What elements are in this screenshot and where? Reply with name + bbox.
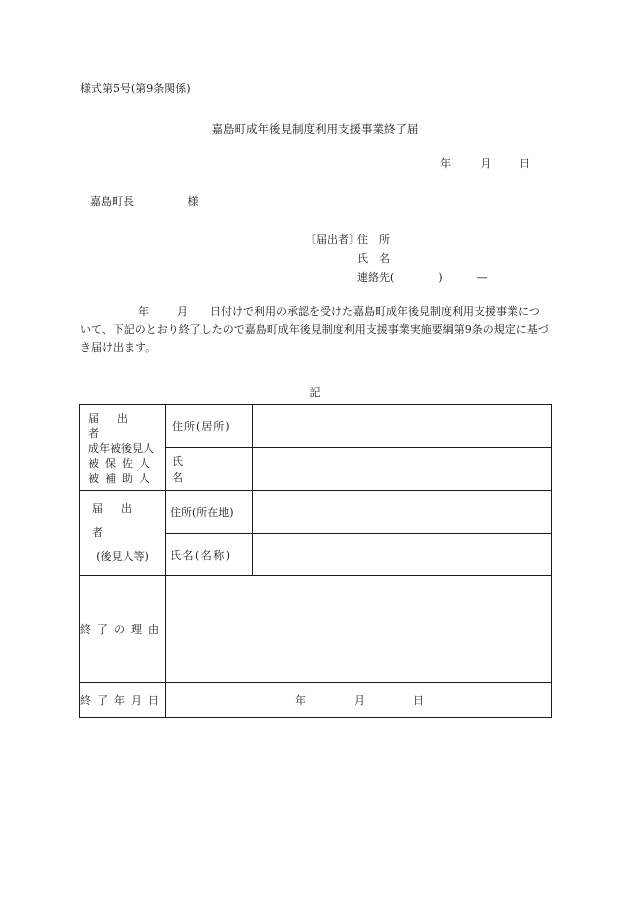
addressee-name: 嘉島町長 [90, 195, 134, 208]
end-date-field[interactable] [166, 683, 551, 717]
guardian-name-field[interactable] [253, 534, 551, 575]
ward-name-field[interactable] [253, 448, 551, 490]
reason-label: 終了の理由 [80, 623, 165, 636]
ki-heading: 記 [309, 386, 321, 399]
guardian-address-field[interactable] [253, 491, 551, 533]
body-text: 日付けで利用の承認を受けた嘉島町成年後見制度利用支援事業について、下記のとおり終了したので嘉島町成年後見制度利用支援事業実施要綱第9条の規定に基づき届け出ます。 [80, 305, 549, 354]
document-title: 嘉島町成年後見制度利用支援事業終了届 [211, 122, 419, 136]
date-day: 日 [519, 157, 530, 170]
applicant-contact-label: 連絡先( [357, 271, 395, 284]
guardian-address-label: 住所(所在地) [170, 506, 234, 519]
reason-field[interactable] [166, 576, 551, 682]
guardian-label [80, 491, 165, 575]
ward-label-line: 成年被後見人 [88, 442, 154, 455]
end-date-day: 日 [413, 694, 424, 707]
ward-name-label: 氏名 [172, 455, 221, 484]
ward-address-label: 住所(居所) [172, 420, 231, 433]
guardian-label-line: (後見人等) [96, 550, 149, 563]
addressee-honorific: 様 [187, 195, 199, 208]
guardian-name-label: 氏名(名称) [170, 548, 232, 562]
end-date-year: 年 [295, 694, 306, 707]
applicant-contact-dash: — [476, 271, 488, 284]
applicant-block [305, 230, 488, 287]
end-date-month: 月 [354, 694, 365, 707]
date-year: 年 [440, 157, 451, 170]
end-date-label: 終了年月日 [80, 694, 165, 707]
body-paragraph [80, 303, 550, 357]
applicant-label: 〔届出者〕 [305, 233, 360, 246]
applicant-contact-close: ) [438, 271, 443, 284]
ward-label-line: 届出者 [88, 412, 146, 440]
guardian-label-line: 届出者 [92, 502, 150, 539]
ward-label [80, 407, 165, 490]
addressee [90, 193, 199, 209]
report-table [79, 404, 552, 718]
ward-label-line: 被保佐人 [88, 457, 156, 470]
form-number: 様式第5号(第9条関係) [80, 82, 191, 95]
body-month: 月 [177, 305, 188, 318]
date-month: 月 [480, 157, 492, 170]
applicant-address-label: 住 所 [357, 233, 390, 246]
ward-label-line: 被補助人 [88, 472, 156, 485]
body-year: 年 [138, 305, 149, 318]
ward-address-field[interactable] [253, 405, 551, 447]
submission-date [440, 155, 530, 171]
applicant-name-label: 氏 名 [357, 252, 390, 265]
